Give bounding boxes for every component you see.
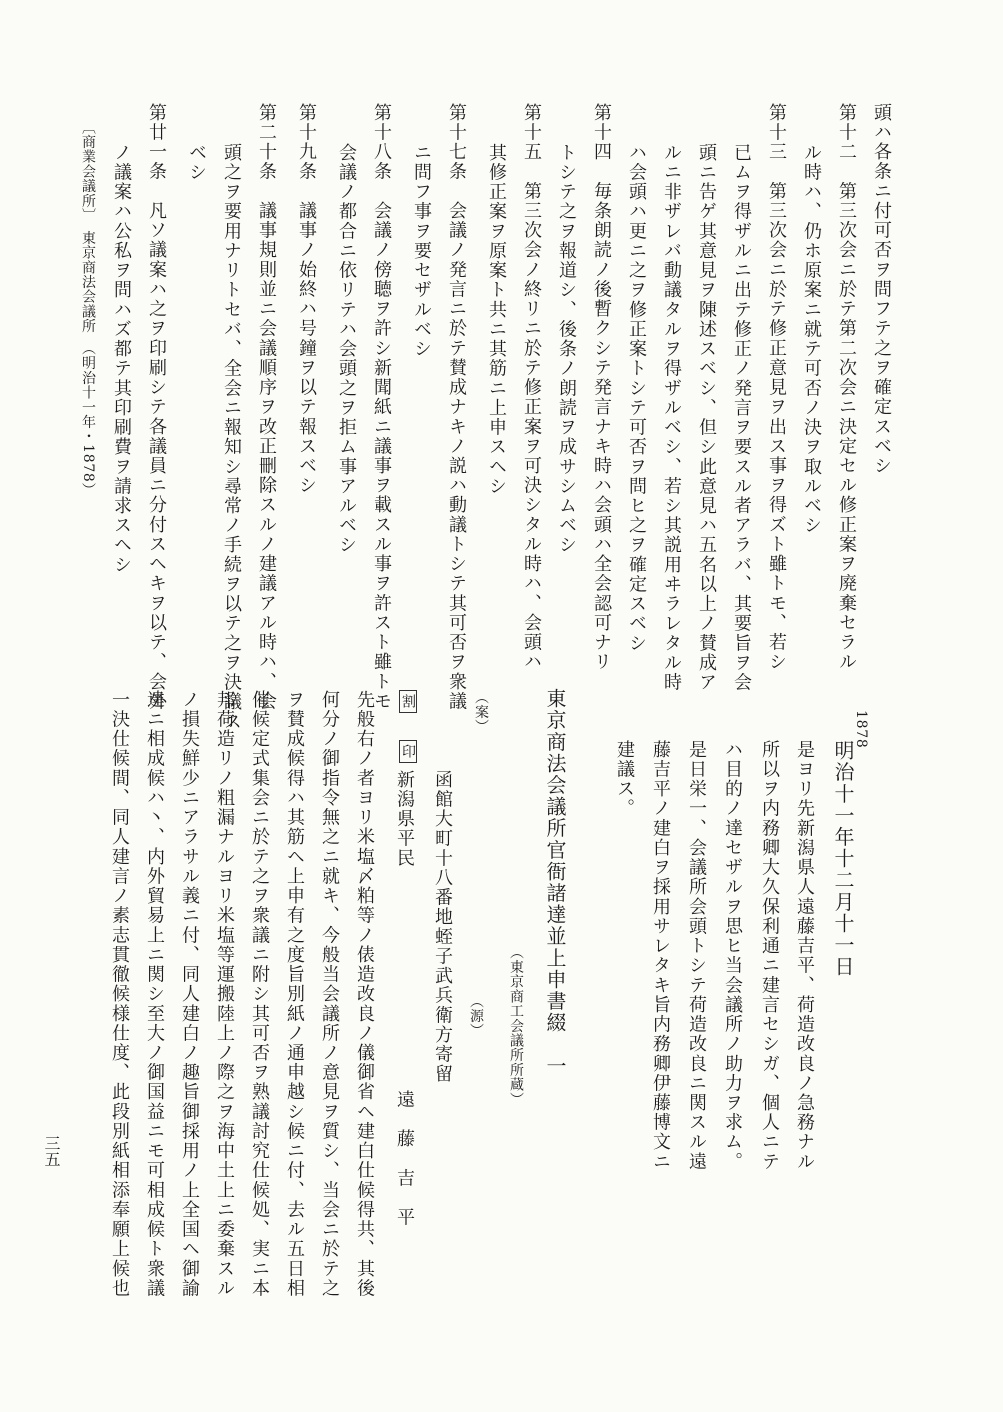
holding-note: （東京商工会議所所蔵） xyxy=(508,945,524,1107)
narrative-column: 藤吉平ノ建白ヲ採用サレタキ旨内務卿伊藤博文ニ xyxy=(650,740,671,1172)
address-line: 函館大町十八番地蛭子武兵衛方寄留 xyxy=(432,770,453,1084)
article-column: 已ムヲ得ザルニ出テ修正ノ発言ヲ要スル者アラバ、其要旨ヲ会 xyxy=(731,143,752,693)
article-column: 会議ノ都合ニ依リテハ会頭之ヲ拒ム事アルベシ xyxy=(336,143,357,556)
article-column: 第十五 第三次会ノ終リニ於テ修正案ヲ可決シタル時ハ、会頭ハ xyxy=(521,103,542,672)
petition-body-column: 一決仕候間、同人建言ノ素志貫徹候様仕度、此段別紙相添奉願上候也 xyxy=(109,690,130,1299)
article-column: 第十四 毎条朗読ノ後暫クシテ発言ナキ時ハ会頭ハ全会認可ナリ xyxy=(591,103,612,672)
seal-mark: 印 xyxy=(399,740,417,763)
article-column: 第十三 第三次会ニ於テ修正意見ヲ出ス事ヲ得ズト雖トモ、若シ xyxy=(766,103,787,672)
seal-mark: 割 xyxy=(399,690,417,713)
domicile-line: 新潟県平民 xyxy=(394,770,415,869)
article-column: 頭之ヲ要用ナリトセバ、全会ニ報知シ尋常ノ手続ヲ以テ之ヲ決議ス xyxy=(221,143,242,732)
article-column: 第廿一条 凡ソ議案ハ之ヲ印刷シテ各議員ニ分付スヘキヲ以テ、会外 xyxy=(146,103,167,712)
article-column: 第二十条 議事規則並ニ会議順序ヲ改正刪除スルノ建議アル時ハ、会 xyxy=(256,103,277,712)
article-column: 頭ニ告ゲ其意見ヲ陳述スベシ、但シ此意見ハ五名以上ノ賛成ア xyxy=(696,143,717,693)
article-column: 其修正案ヲ原案ト共ニ其筋ニ上申スヘシ xyxy=(486,143,507,497)
article-column: ニ問フ事ヲ要セザルベシ xyxy=(411,143,432,359)
date-line: 明治十一年十二月十一日 xyxy=(831,740,855,978)
article-column: 第十九条 議事ノ始終ハ号鐘ヲ以テ報スベシ xyxy=(296,103,317,496)
article-column: ル時ハ、仍ホ原案ニ就テ可否ノ決ヲ取ルベシ xyxy=(801,143,822,536)
document-title: 東京商法会議所官衙諸達並上申書綴 一 xyxy=(543,688,567,1077)
narrative-column: 建議ス。 xyxy=(614,740,635,819)
article-column: トシテ之ヲ報道シ、後条ノ朗読ヲ成サシムベシ xyxy=(556,143,577,556)
article-column: 頭ハ各条ニ付可否ヲ問フテ之ヲ確定スベシ xyxy=(871,103,892,476)
article-column: ノ議案ハ公私ヲ問ハズ都テ其印刷費ヲ請求スヘシ xyxy=(111,143,132,575)
article-column: ベシ xyxy=(186,143,207,183)
article-column: ルニ非ザレバ動議タルヲ得ザルベシ、若シ其説用ヰラレタル時 xyxy=(661,143,682,693)
year-note: 1878 xyxy=(853,710,869,749)
narrative-column: 所以ヲ内務卿大久保利通ニ建言セシガ、個人ニテ xyxy=(759,740,780,1172)
narrative-column: 是日栄一、会議所会頭トシテ荷造改良ニ関スル遠 xyxy=(686,740,707,1172)
narrative-column: ハ目的ノ達セザルヲ思ヒ当会議所ノ助力ヲ求ム。 xyxy=(722,740,743,1172)
article-column: 第十二 第三次会ニ於テ第二次会ニ決定セル修正案ヲ廃棄セラル xyxy=(836,103,857,672)
petition-body-column: ヲ賛成候得ハ其筋ヘ上申有之度旨別紙ノ通申越シ候ニ付、去ル五日相 xyxy=(284,690,305,1299)
article-column: ハ会頭ハ更ニ之ヲ修正案トシテ可否ヲ問ヒ之ヲ確定スベシ xyxy=(626,143,647,654)
source-note: 〔商業会議所〕 東京商法会議所 （明治十一年・1878） xyxy=(80,120,96,498)
petitioner-name: 遠 藤 吉 平 xyxy=(394,1090,415,1228)
article-column: 第十八条 会議ノ傍聴ヲ許シ新聞紙ニ議事ヲ載スル事ヲ許スト雖トモ xyxy=(371,103,392,712)
petition-body-column: 達ニ相成候ハ丶、内外貿易上ニ関シ至大ノ御国益ニモ可相成候ト衆議 xyxy=(144,690,165,1299)
draft-mark: （案） xyxy=(473,690,489,735)
petition-body-column: 催候定式集会ニ於テ之ヲ衆議ニ附シ其可否ヲ熟議討究仕候処、実ニ本 xyxy=(249,690,270,1299)
petition-body-column: 何分ノ御指令無之ニ就キ、今般当会議所ノ意見ヲ質シ、当会ニ於テ之 xyxy=(319,690,340,1299)
petition-body-column: 先般右ノ者ヨリ米塩〆粕等ノ俵造改良ノ儀御省ヘ建白仕候得共、其後 xyxy=(354,690,375,1299)
source-mark: （源） xyxy=(468,994,484,1039)
article-column: 第十七条 会議ノ発言ニ於テ賛成ナキノ説ハ動議トシテ其可否ヲ衆議 xyxy=(446,103,467,712)
petition-body-column: ノ損失鮮少ニアラサル義ニ付、同人建白ノ趣旨御採用ノ上全国ヘ御諭 xyxy=(179,690,200,1299)
page-number: 三五 xyxy=(42,1135,61,1167)
narrative-column: 是ヨリ先新潟県人遠藤吉平、荷造改良ノ急務ナル xyxy=(794,740,815,1172)
petition-body-column: 邦荷造リノ粗漏ナルヨリ米塩等運搬陸上ノ際之ヲ海中土上ニ委棄スル xyxy=(214,690,235,1299)
